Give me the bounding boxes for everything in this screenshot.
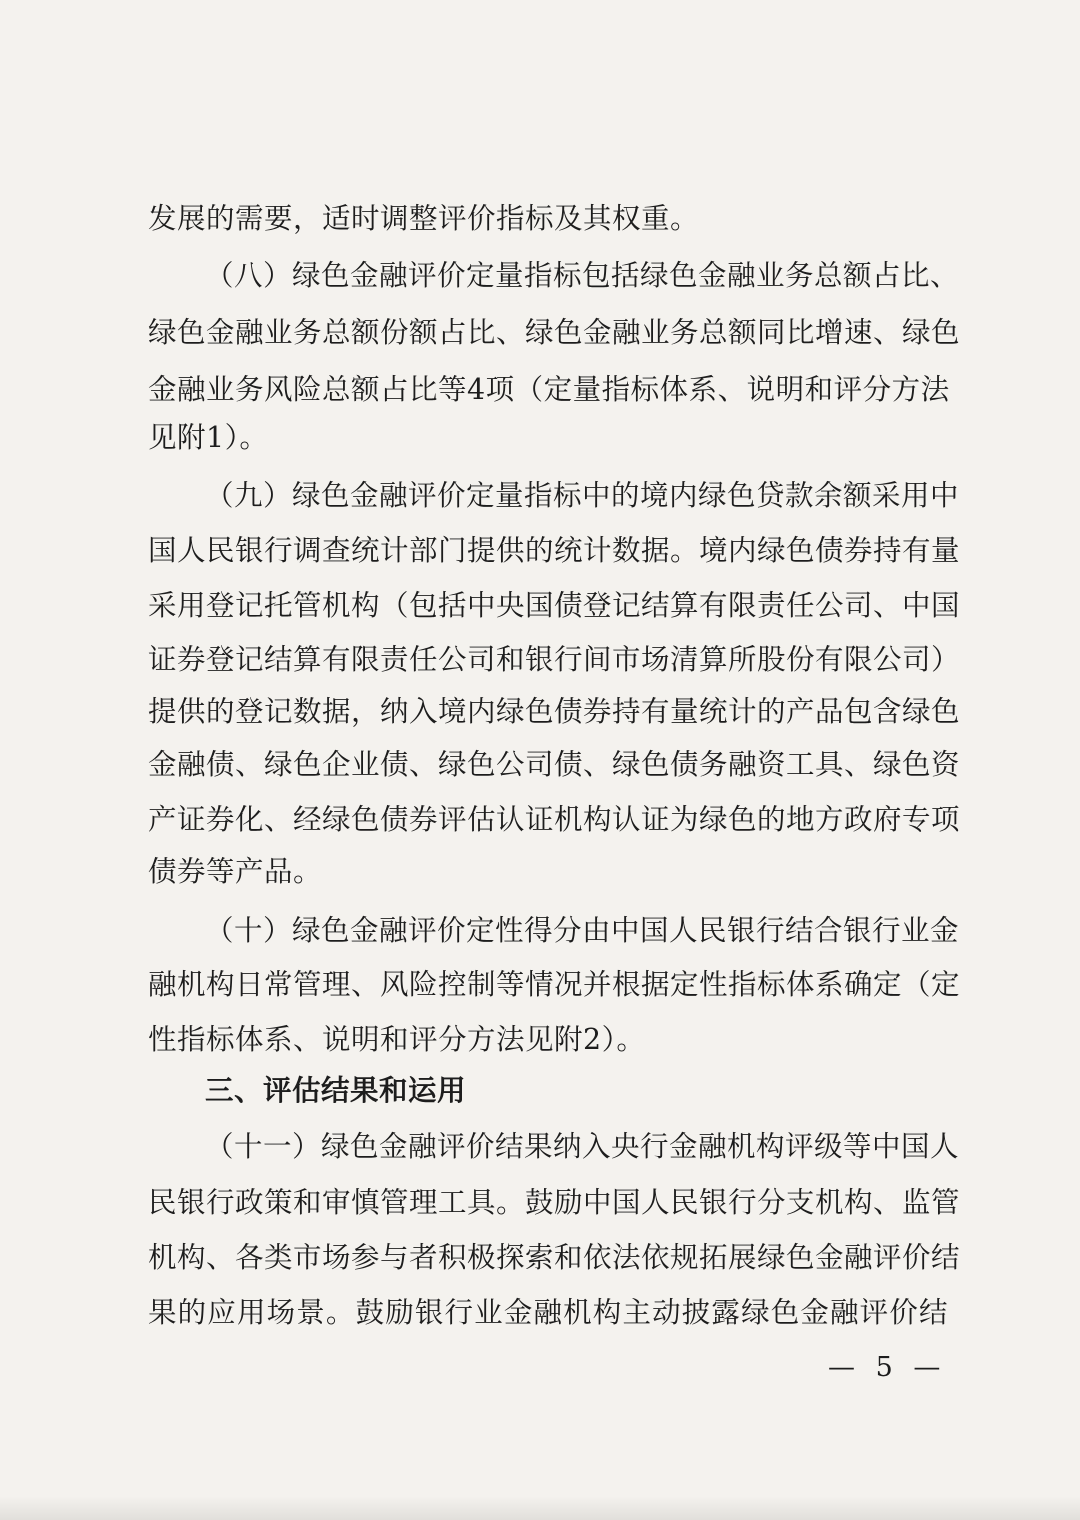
text-line: 提供的登记数据，纳入境内绿色债券持有量统计的产品包含绿色 bbox=[148, 695, 961, 728]
text-line: 民银行政策和审慎管理工具。鼓励中国人民银行分支机构、监管 bbox=[148, 1186, 961, 1219]
text-line: 采用登记托管机构（包括中央国债登记结算有限责任公司、中国 bbox=[148, 589, 961, 622]
text-line: 绿色金融业务总额份额占比、绿色金融业务总额同比增速、绿色 bbox=[148, 316, 961, 349]
text-line: 融机构日常管理、风险控制等情况并根据定性指标体系确定（定 bbox=[148, 968, 961, 1001]
text-line: 性指标体系、说明和评分方法见附2）。 bbox=[148, 1023, 646, 1056]
text-line: （八）绿色金融评价定量指标包括绿色金融业务总额占比、 bbox=[205, 259, 960, 292]
text-line: （九）绿色金融评价定量指标中的境内绿色贷款余额采用中 bbox=[205, 479, 960, 512]
section-heading: 三、评估结果和运用 bbox=[205, 1074, 467, 1107]
text-line: 债券等产品。 bbox=[148, 855, 323, 888]
text-line: 金融债、绿色企业债、绿色公司债、绿色债务融资工具、绿色资 bbox=[148, 748, 961, 781]
text-line: 国人民银行调查统计部门提供的统计数据。境内绿色债券持有量 bbox=[148, 534, 961, 567]
text-line: 果的应用场景。鼓励银行业金融机构主动披露绿色金融评价结 bbox=[148, 1296, 948, 1329]
page-number: — 5 — bbox=[828, 1352, 947, 1383]
text-line: （十）绿色金融评价定性得分由中国人民银行结合银行业金 bbox=[205, 914, 960, 947]
text-line: 证券登记结算有限责任公司和银行间市场清算所股份有限公司） bbox=[148, 643, 961, 676]
text-line: 见附1）。 bbox=[148, 421, 269, 454]
text-line: 发展的需要，适时调整评价指标及其权重。 bbox=[148, 202, 700, 235]
text-line: 产证券化、经绿色债券评估认证机构认证为绿色的地方政府专项 bbox=[148, 803, 961, 836]
text-line: （十一）绿色金融评价结果纳入央行金融机构评级等中国人 bbox=[205, 1130, 960, 1163]
text-line: 机构、各类市场参与者积极探索和依法依规拓展绿色金融评价结 bbox=[148, 1241, 961, 1274]
page-edge-shadow bbox=[0, 1496, 1080, 1520]
text-line: 金融业务风险总额占比等4项（定量指标体系、说明和评分方法 bbox=[148, 373, 950, 406]
